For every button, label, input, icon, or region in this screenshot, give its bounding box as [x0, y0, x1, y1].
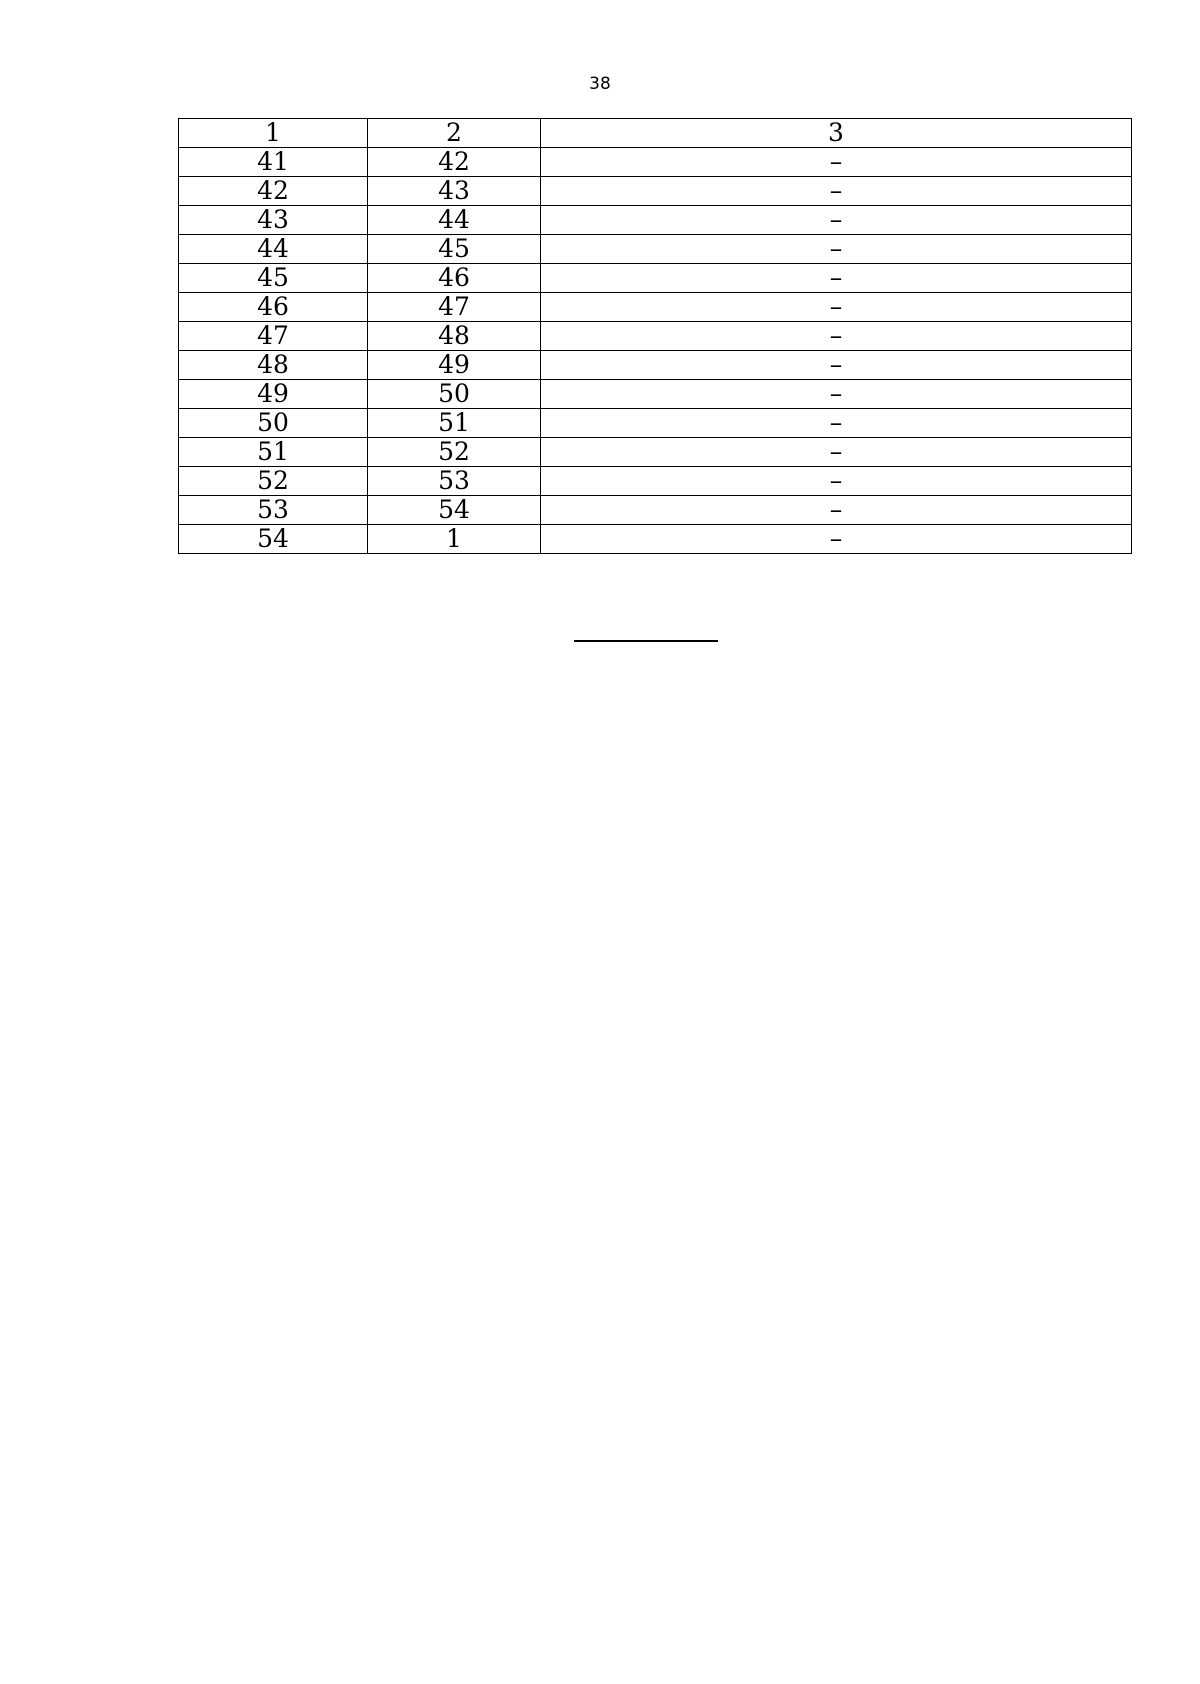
table-cell: 46 — [368, 264, 541, 293]
table-cell: – — [541, 351, 1132, 380]
table-row — [179, 351, 1132, 380]
table-cell: – — [541, 235, 1132, 264]
table-row — [179, 206, 1132, 235]
table-row — [179, 235, 1132, 264]
table-row — [179, 322, 1132, 351]
table-row — [179, 264, 1132, 293]
table-cell: 1 — [368, 525, 541, 554]
table-cell: 43 — [179, 206, 368, 235]
table-cell: 44 — [368, 206, 541, 235]
data-table — [178, 118, 1132, 554]
table-header-row — [179, 119, 1132, 148]
table-cell: 42 — [368, 148, 541, 177]
table-row — [179, 177, 1132, 206]
table-cell: – — [541, 467, 1132, 496]
table-cell: 49 — [179, 380, 368, 409]
table-cell: 50 — [179, 409, 368, 438]
table-cell: – — [541, 380, 1132, 409]
table-cell: 43 — [368, 177, 541, 206]
table-cell: – — [541, 525, 1132, 554]
table-cell: 41 — [179, 148, 368, 177]
table-cell: 51 — [179, 438, 368, 467]
table-cell: – — [541, 496, 1132, 525]
table-row — [179, 148, 1132, 177]
table-cell: – — [541, 322, 1132, 351]
table-cell: 54 — [179, 525, 368, 554]
table-cell: – — [541, 177, 1132, 206]
table-row — [179, 467, 1132, 496]
table-row — [179, 409, 1132, 438]
table-cell: 47 — [179, 322, 368, 351]
table-cell: 42 — [179, 177, 368, 206]
table-cell: 47 — [368, 293, 541, 322]
table-cell: 45 — [368, 235, 541, 264]
table-cell: 49 — [368, 351, 541, 380]
table-row — [179, 496, 1132, 525]
table-cell: – — [541, 206, 1132, 235]
table-cell: 52 — [179, 467, 368, 496]
table-cell: – — [541, 148, 1132, 177]
table-cell: 54 — [368, 496, 541, 525]
table-cell: – — [541, 293, 1132, 322]
table-cell: 46 — [179, 293, 368, 322]
table-cell: 53 — [368, 467, 541, 496]
table-row — [179, 380, 1132, 409]
table-cell: 45 — [179, 264, 368, 293]
column-header: 2 — [368, 119, 541, 148]
table-cell: – — [541, 409, 1132, 438]
column-header: 3 — [541, 119, 1132, 148]
table-cell: – — [541, 438, 1132, 467]
table-cell: 50 — [368, 380, 541, 409]
table-cell: 48 — [179, 351, 368, 380]
table-row — [179, 293, 1132, 322]
column-header: 1 — [179, 119, 368, 148]
table-row — [179, 438, 1132, 467]
table-cell: 53 — [179, 496, 368, 525]
page-number: 38 — [589, 74, 611, 94]
end-of-text-rule — [574, 640, 718, 642]
table-cell: 48 — [368, 322, 541, 351]
table-cell: 52 — [368, 438, 541, 467]
table-cell: – — [541, 264, 1132, 293]
table-row — [179, 525, 1132, 554]
table-cell: 44 — [179, 235, 368, 264]
table-cell: 51 — [368, 409, 541, 438]
